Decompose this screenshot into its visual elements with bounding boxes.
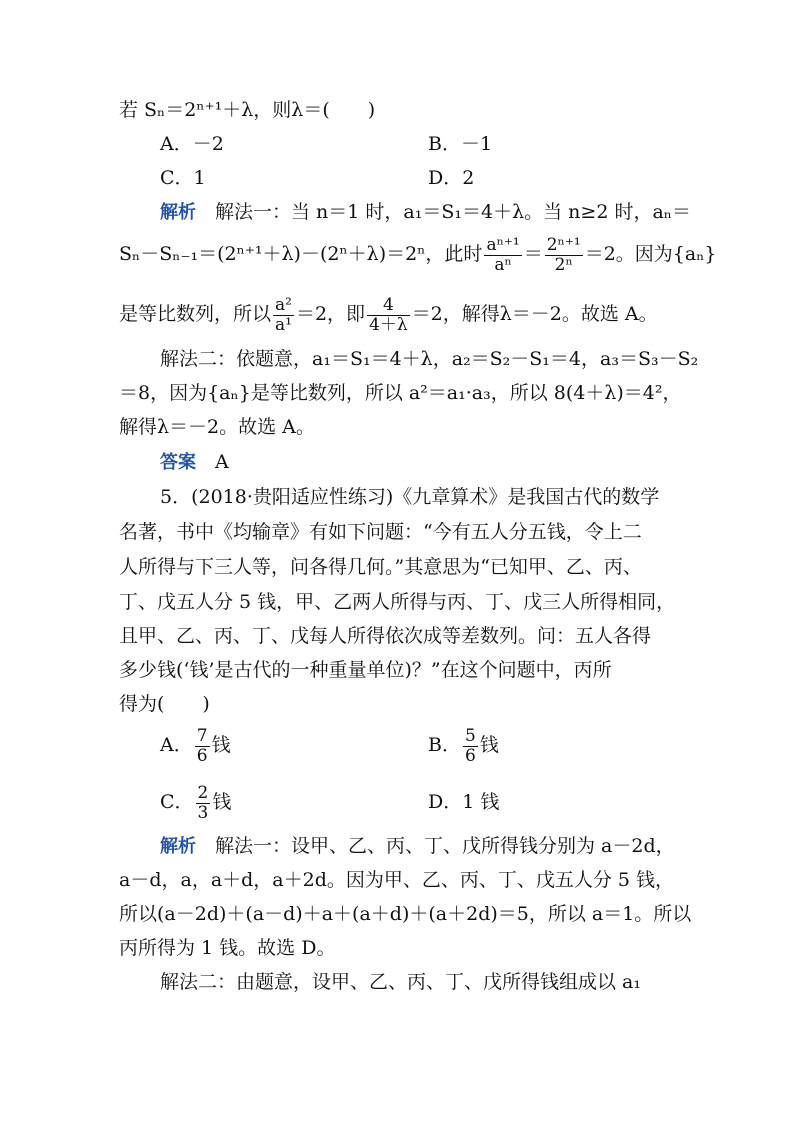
option-label: B． — [428, 734, 461, 756]
option-b — [428, 722, 499, 768]
option-c — [160, 779, 231, 825]
solution-4-method-2-line-3: 解得λ＝－2。故选 A。 — [119, 416, 315, 438]
unit: 钱 — [211, 734, 231, 756]
answer-value: A — [215, 451, 229, 473]
fraction — [196, 784, 211, 823]
numerator: 5 — [464, 725, 476, 746]
answer-line — [160, 448, 229, 477]
denominator: a¹ — [275, 314, 292, 335]
text-segment: Sₙ－Sₙ₋₁＝(2ⁿ⁺¹＋λ)－(2ⁿ＋λ)＝2ⁿ，此时 — [119, 243, 483, 265]
text-segment: ＝2。因为{aₙ} — [584, 243, 717, 265]
solution-4-method-2-line-1: 解法二：依题意，a₁＝S₁＝4＋λ，a₂＝S₂－S₁＝4，a₃＝S₃－S₂ — [160, 348, 699, 370]
question-5-line-3: 人所得与下三人等，问各得几何。”其意思为“已知甲、乙、丙、 — [119, 556, 642, 578]
solution-4-method-2-line-2: ＝8，因为{aₙ}是等比数列，所以 a²＝a₁·a₃，所以 8(4＋λ)＝4²， — [119, 382, 682, 404]
question-4-stem: 若 Sₙ＝2ⁿ⁺¹＋λ，则λ＝( ) — [119, 99, 376, 121]
option-a — [160, 722, 231, 768]
question-5-line-5: 且甲、乙、丙、丁、戊每人所得依次成等差数列。问：五人各得 — [119, 625, 652, 647]
fraction — [463, 727, 478, 766]
fraction — [367, 296, 410, 335]
text-segment: ＝ — [523, 243, 543, 265]
solution-text: 解法一：设甲、乙、丙、丁、戊所得钱分别为 a－2d， — [215, 835, 675, 857]
solution-5-line-1 — [160, 832, 675, 861]
solution-5-line-2: a－d，a，a＋d，a＋2d。因为甲、乙、丙、丁、戊五人分 5 钱， — [119, 869, 675, 891]
numerator: 2ⁿ⁺¹ — [546, 234, 581, 255]
numerator: 2 — [197, 782, 209, 803]
question-5-line-7: 得为( ) — [119, 693, 210, 715]
fraction — [545, 236, 583, 275]
option-d: D．1 钱 — [428, 791, 500, 813]
solution-keyword: 解析 — [160, 202, 196, 223]
denominator: 3 — [197, 802, 209, 823]
option-b: B．－1 — [428, 133, 493, 155]
solution-5-line-4: 丙所得为 1 钱。故选 D。 — [119, 937, 336, 959]
solution-5-line-3: 所以(a－2d)＋(a－d)＋a＋(a＋d)＋(a＋2d)＝5，所以 a＝1。所以 — [119, 903, 692, 925]
question-5-line-2: 名著，书中《均输章》有如下问题：“今有五人分五钱，令上二 — [119, 521, 642, 543]
option-a: A．－2 — [160, 133, 224, 155]
option-label: A． — [160, 734, 193, 756]
option-d: D．2 — [428, 167, 475, 189]
numerator: 7 — [196, 725, 208, 746]
question-5-line-1: 5．(2018·贵阳适应性练习)《九章算术》是我国古代的数学 — [160, 486, 660, 508]
text-segment: 是等比数列，所以 — [119, 303, 272, 325]
answer-keyword: 答案 — [160, 452, 196, 473]
denominator: 6 — [196, 745, 208, 766]
text-segment: ＝2，解得λ＝－2。故选 A。 — [411, 303, 658, 325]
solution-4-line-1 — [160, 198, 691, 227]
unit: 钱 — [479, 734, 499, 756]
fraction — [484, 236, 521, 275]
option-label: C． — [160, 791, 194, 813]
solution-text: 解法一：当 n＝1 时，a₁＝S₁＝4＋λ。当 n≥2 时，aₙ＝ — [215, 201, 691, 223]
solution-4-line-3 — [119, 292, 658, 336]
numerator: 4 — [367, 296, 410, 316]
question-5-line-6: 多少钱(‘钱’是古代的一种重量单位)？”在这个问题中，丙所 — [119, 659, 612, 681]
denominator: 2ⁿ — [554, 254, 573, 275]
question-5-line-4: 丁、戊五人分 5 钱，甲、乙两人所得与丙、丁、戊三人所得相同， — [119, 591, 676, 613]
fraction — [273, 296, 294, 335]
solution-4-line-2 — [119, 232, 717, 276]
solution-5-method-2-line-1: 解法二：由题意，设甲、乙、丙、丁、戊所得钱组成以 a₁ — [160, 971, 641, 993]
text-segment: ＝2，即 — [295, 303, 366, 325]
numerator: aⁿ⁺¹ — [486, 234, 520, 255]
denominator: aⁿ — [494, 254, 512, 275]
numerator: a² — [275, 294, 292, 315]
solution-keyword: 解析 — [160, 836, 196, 857]
denominator: 4＋λ — [369, 314, 408, 335]
option-c: C．1 — [160, 167, 206, 189]
fraction — [195, 727, 210, 766]
denominator: 6 — [464, 745, 476, 766]
unit: 钱 — [212, 791, 232, 813]
